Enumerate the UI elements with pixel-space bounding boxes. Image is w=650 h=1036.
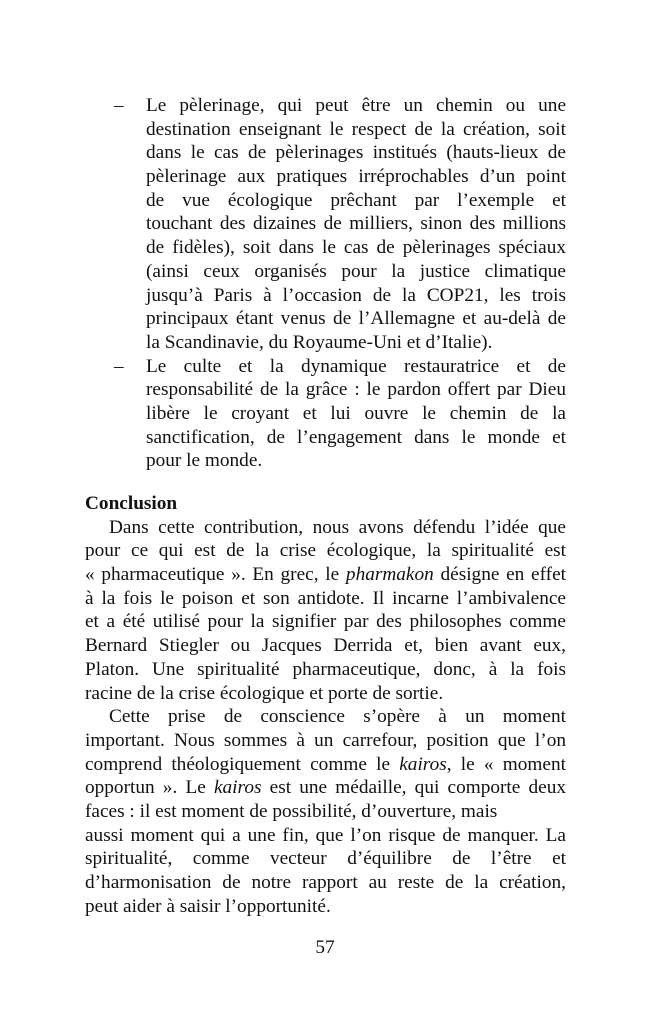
page-number: 57 [315,937,335,958]
bullet-item [85,94,566,355]
text-run: touchant des dizaines de milliers, sinon des millions [146,213,566,235]
text-run: spiritualité, comme vecteur d’équilibre de l’être et [85,848,566,870]
text-run: sanctification, de l’engagement dans le monde et [146,426,566,448]
text-run: libère le croyant et lui ouvre le chemin de la [146,402,566,424]
text-line [85,871,566,895]
text-line [146,94,566,118]
text-run: Dans cette contribution, nous avons défendu l’idée que [109,516,566,538]
text-run: Cette prise de conscience s’opère à un moment [109,706,566,728]
text-line [85,587,566,611]
text-run: pour ce qui est de la crise écologique, la spiritualité est [85,540,566,562]
text-line [146,212,566,236]
text-line [146,449,566,473]
text-run: peut aider à saisir l’opportunité. [85,895,331,917]
text-line [85,539,566,563]
text-line [85,729,566,753]
text-run: d’harmonisation de notre rapport au reste de la création, [85,872,566,893]
text-run: Bernard Stiegler ou Jacques Derrida et, bien avant eux, [85,635,566,657]
text-run: désigne en effet [433,564,567,586]
text-line [146,402,566,426]
text-run: important. Nous sommes à un carrefour, position que l’on [85,729,566,751]
text-line [146,378,566,402]
text-run: , le « moment [446,753,566,775]
text-line [85,895,566,919]
text-run: destination enseignant le respect de la création, soit [146,118,566,140]
text-line [85,516,566,540]
text-run: la Scandinavie, du Royaume-Uni et d’Italie). [146,331,493,353]
text-line [146,284,566,308]
text-run: (ainsi ceux organisés pour la justice climatique [146,260,566,282]
text-line [85,705,566,729]
text-run: responsabilité de la grâce : le pardon offert par Dieu [146,379,566,401]
italic-term: kairos [213,777,262,799]
text-run: jusqu’à Paris à l’occasion de la COP21, les trois [146,284,566,306]
text-line [146,260,566,284]
text-line [146,331,566,355]
text-run: « pharmaceutique ». En grec, le [85,564,346,586]
text-line [146,236,566,260]
paragraph [85,705,566,918]
text-run: Platon. Une spiritualité pharmaceutique, donc, à la fois [85,658,566,680]
text-line [146,189,566,213]
conclusion-text [85,516,566,919]
text-line [85,563,566,587]
text-run: Le pèlerinage, qui peut être un chemin ou une [146,95,566,116]
text-line [85,800,566,824]
text-line [146,118,566,142]
dash-marker: – [114,95,124,116]
text-line [85,847,566,871]
text-line [146,426,566,450]
text-run: opportun ». Le [85,777,214,799]
bullet-list [85,94,566,473]
text-line [146,355,566,379]
text-line [146,165,566,189]
text-run: aussi moment qui a une fin, que l’on risque de manquer. La [85,824,566,846]
text-run: racine de la crise écologique et porte de sortie. [85,682,444,704]
text-run: de fidèles), soit dans le cas de pèlerinages spéciaux [146,237,566,259]
text-run: et a été utilisé pour la signifier par des philosophes comme [85,611,566,633]
italic-term: pharmakon [345,564,434,586]
text-line [146,141,566,165]
text-run: pour le monde. [146,450,263,472]
paragraph [85,516,566,706]
text-line [85,682,566,706]
text-line [85,658,566,682]
section-heading: Conclusion [85,493,178,514]
text-run: est une médaille, qui comporte deux [261,777,566,799]
dash-marker: – [114,355,124,377]
text-run: Le culte et la dynamique restauratrice et de [146,355,566,377]
text-run: à la fois le poison et son antidote. Il incarne l’ambivalence [85,587,566,609]
text-run: faces : il est moment de possibilité, d’ouverture, mais [85,800,498,822]
text-line [146,307,566,331]
bullet-item [85,355,566,473]
italic-term: kairos [399,753,447,775]
text-line [85,610,566,634]
text-run: principaux étant venus de l’Allemagne et au-delà de [146,308,566,330]
text-line [85,753,566,777]
text-line [85,634,566,658]
text-run: comprend théologiquement comme le [85,753,400,775]
page-body [85,94,566,918]
text-run: dans le cas de pèlerinages institués (hauts-lieux de [146,142,566,164]
text-run: de vue écologique prêchant par l’exemple et [146,189,566,211]
text-line [85,824,566,848]
text-line [85,776,566,800]
text-run: pèlerinage aux pratiques irréprochables d’un point [146,166,566,188]
